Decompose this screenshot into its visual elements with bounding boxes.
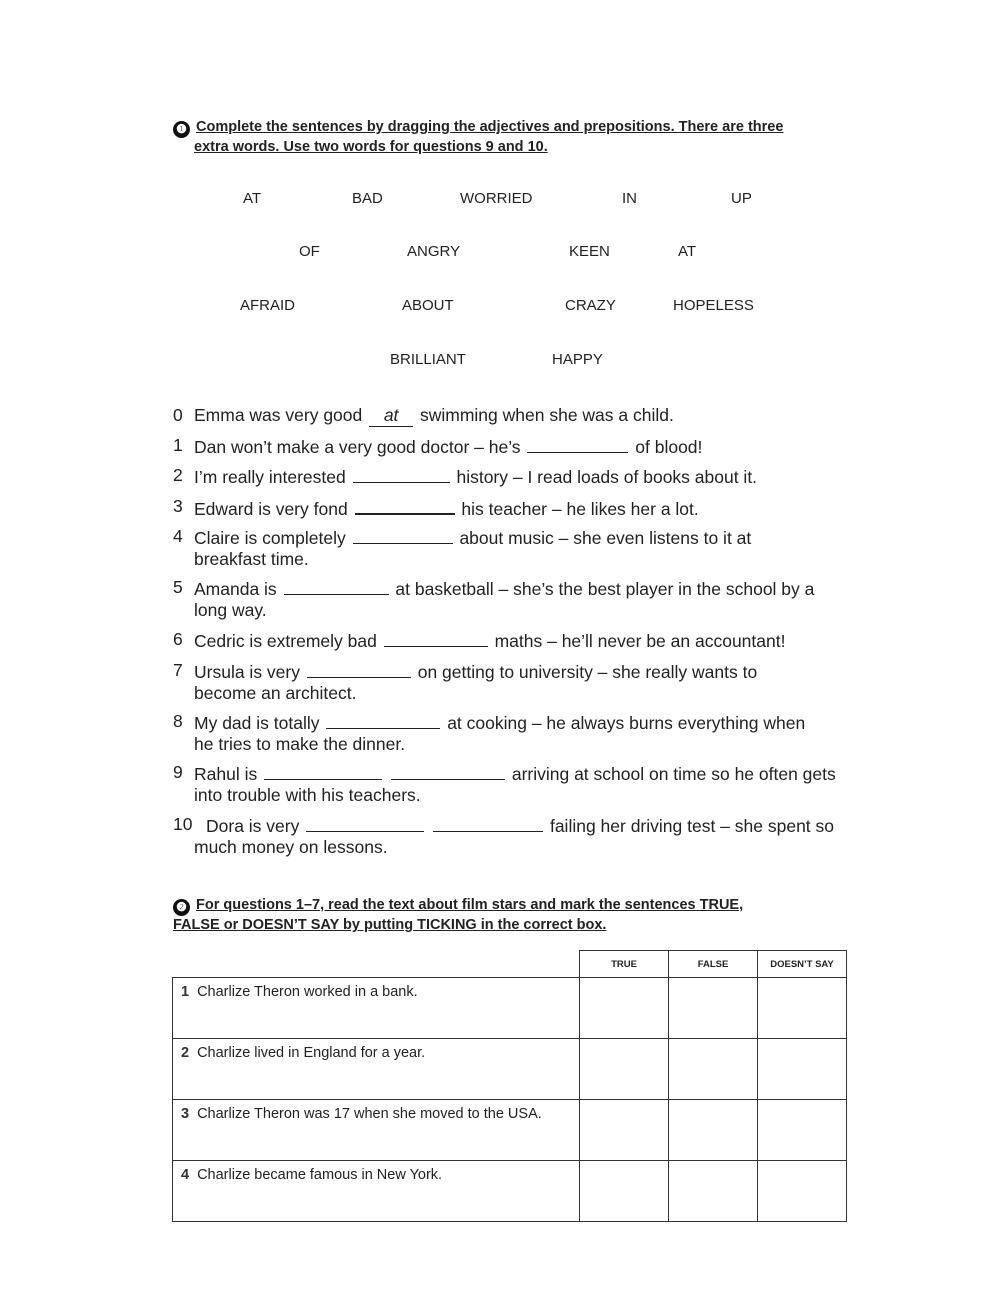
word-chip[interactable]: IN bbox=[622, 190, 637, 207]
sentence-1 bbox=[173, 435, 853, 458]
section1-instruction-line2: extra words. Use two words for questions 9 and 10. bbox=[194, 139, 548, 155]
section-number-2: ❷ bbox=[173, 899, 190, 916]
table-row bbox=[173, 1039, 847, 1100]
true-false-table bbox=[172, 950, 847, 1222]
question-text: Charlize became famous in New York. bbox=[197, 1167, 443, 1183]
sentence-text: arriving at school on time so he often gets into trouble with his teachers. bbox=[194, 764, 836, 805]
word-chip[interactable]: HAPPY bbox=[552, 351, 603, 368]
table-row bbox=[173, 1100, 847, 1161]
word-chip[interactable]: HOPELESS bbox=[673, 297, 754, 314]
sentence-6 bbox=[173, 629, 853, 652]
question-number: 4 bbox=[181, 1167, 190, 1183]
word-chip[interactable]: KEEN bbox=[569, 243, 610, 260]
column-header-false: FALSE bbox=[669, 951, 758, 978]
word-chip[interactable]: WORRIED bbox=[460, 190, 533, 207]
sentence-text: Rahul is bbox=[194, 764, 263, 784]
sentence-text: Claire is completely bbox=[194, 528, 351, 548]
tick-box-false[interactable] bbox=[669, 1039, 758, 1100]
sentence-number: 4 bbox=[173, 526, 183, 546]
sentence-number: 6 bbox=[173, 629, 183, 649]
section1-instruction bbox=[173, 118, 833, 156]
sentence-2 bbox=[173, 465, 853, 488]
sentence-text: on getting to university – she really wants to become an architect. bbox=[194, 662, 758, 703]
word-chip[interactable]: ABOUT bbox=[402, 297, 454, 314]
sentence-text: about music – she even listens to it at breakfast time. bbox=[194, 528, 752, 569]
tick-box-false[interactable] bbox=[669, 1161, 758, 1222]
question-text: Charlize Theron worked in a bank. bbox=[197, 984, 418, 1000]
sentence-0 bbox=[173, 405, 853, 427]
tick-box-doesnt-say[interactable] bbox=[758, 978, 847, 1039]
answer-blank-9a[interactable] bbox=[264, 762, 382, 780]
word-chip[interactable]: AFRAID bbox=[240, 297, 296, 314]
answer-blank-10a[interactable] bbox=[306, 814, 424, 832]
column-header-doesnt-say: DOESN’T SAY bbox=[758, 951, 847, 978]
word-chip[interactable]: CRAZY bbox=[565, 297, 616, 314]
answer-blank-4[interactable] bbox=[353, 526, 453, 544]
word-chip[interactable]: BAD bbox=[352, 190, 383, 207]
sentence-text: Dan won’t make a very good doctor – he’s bbox=[194, 437, 526, 457]
sentence-text: at cooking – he always burns everything when he tries to make the dinner. bbox=[194, 713, 806, 754]
section-number-1: ❶ bbox=[173, 121, 190, 138]
sentence-number: 1 bbox=[173, 435, 183, 455]
sentence-3 bbox=[173, 496, 853, 520]
sentence-9 bbox=[173, 762, 853, 806]
sentence-number: 3 bbox=[173, 496, 183, 516]
answer-blank-6[interactable] bbox=[384, 629, 488, 647]
answer-blank-9b[interactable] bbox=[391, 762, 505, 780]
word-chip[interactable]: UP bbox=[731, 190, 752, 207]
sentence-text: swimming when she was a child. bbox=[415, 405, 674, 425]
sentence-text: Dora is very bbox=[206, 816, 305, 836]
sentence-text: of blood! bbox=[630, 437, 703, 457]
sentence-text: My dad is totally bbox=[194, 713, 325, 733]
question-number: 1 bbox=[181, 984, 190, 1000]
tick-box-doesnt-say[interactable] bbox=[758, 1039, 847, 1100]
sentence-text: Emma was very good bbox=[194, 405, 368, 425]
header-spacer bbox=[173, 951, 580, 978]
tick-box-false[interactable] bbox=[669, 978, 758, 1039]
sentence-text: Ursula is very bbox=[194, 662, 305, 682]
section2-instruction-line2: FALSE or DOESN’T SAY by putting TICKING in the correct box. bbox=[173, 917, 607, 933]
sentence-text: history – I read loads of books about it. bbox=[451, 467, 758, 487]
sentence-text: Edward is very fond bbox=[194, 499, 353, 519]
tick-box-false[interactable] bbox=[669, 1100, 758, 1161]
sentence-5 bbox=[173, 577, 853, 621]
tick-box-true[interactable] bbox=[580, 978, 669, 1039]
word-chip[interactable]: AT bbox=[243, 190, 262, 207]
sentence-10 bbox=[173, 814, 853, 858]
tick-box-true[interactable] bbox=[580, 1100, 669, 1161]
section1-instruction-line1: Complete the sentences by dragging the adjectives and prepositions. There are three bbox=[196, 119, 784, 135]
sentence-number: 8 bbox=[173, 711, 183, 731]
word-chip[interactable]: BRILLIANT bbox=[390, 351, 466, 368]
sentence-text: his teacher – he likes her a lot. bbox=[456, 499, 699, 519]
question-text: Charlize Theron was 17 when she moved to the USA. bbox=[197, 1106, 542, 1122]
answer-blank-1[interactable] bbox=[527, 435, 628, 453]
tick-box-true[interactable] bbox=[580, 1039, 669, 1100]
table-row bbox=[173, 978, 847, 1039]
sentence-number: 10 bbox=[173, 814, 193, 834]
sentence-number: 0 bbox=[173, 405, 183, 425]
sentence-number: 5 bbox=[173, 577, 183, 597]
sentence-text: Cedric is extremely bad bbox=[194, 631, 382, 651]
answer-blank-7[interactable] bbox=[307, 660, 411, 678]
section2-instruction bbox=[173, 896, 873, 934]
sentence-text: maths – he’ll never be an accountant! bbox=[489, 631, 786, 651]
sentence-7 bbox=[173, 660, 853, 704]
example-answer: at bbox=[369, 405, 413, 427]
answer-blank-10b[interactable] bbox=[433, 814, 543, 832]
sentence-8 bbox=[173, 711, 853, 755]
sentence-number: 7 bbox=[173, 660, 183, 680]
tick-box-doesnt-say[interactable] bbox=[758, 1100, 847, 1161]
table-row bbox=[173, 1161, 847, 1222]
tick-box-true[interactable] bbox=[580, 1161, 669, 1222]
answer-blank-5[interactable] bbox=[284, 577, 389, 595]
sentence-text: failing her driving test – she spent so much money on lessons. bbox=[194, 816, 835, 857]
word-chip[interactable]: ANGRY bbox=[407, 243, 461, 260]
answer-blank-8[interactable] bbox=[326, 711, 440, 729]
question-text: Charlize lived in England for a year. bbox=[197, 1045, 426, 1061]
word-chip[interactable]: AT bbox=[678, 243, 697, 260]
word-chip[interactable]: OF bbox=[299, 243, 320, 260]
answer-blank-2[interactable] bbox=[353, 465, 450, 483]
sentence-text: at basketball – she’s the best player in the school by a long way. bbox=[194, 579, 815, 620]
column-header-true: TRUE bbox=[580, 951, 669, 978]
sentence-text: I’m really interested bbox=[194, 467, 351, 487]
sentence-number: 9 bbox=[173, 762, 183, 782]
answer-blank-3[interactable] bbox=[355, 496, 455, 515]
question-number: 3 bbox=[181, 1106, 190, 1122]
tick-box-doesnt-say[interactable] bbox=[758, 1161, 847, 1222]
question-number: 2 bbox=[181, 1045, 190, 1061]
sentence-text: Amanda is bbox=[194, 579, 282, 599]
sentence-4 bbox=[173, 526, 853, 570]
section2-instruction-line1: For questions 1–7, read the text about film stars and mark the sentences TRUE, bbox=[196, 897, 744, 913]
sentence-number: 2 bbox=[173, 465, 183, 485]
